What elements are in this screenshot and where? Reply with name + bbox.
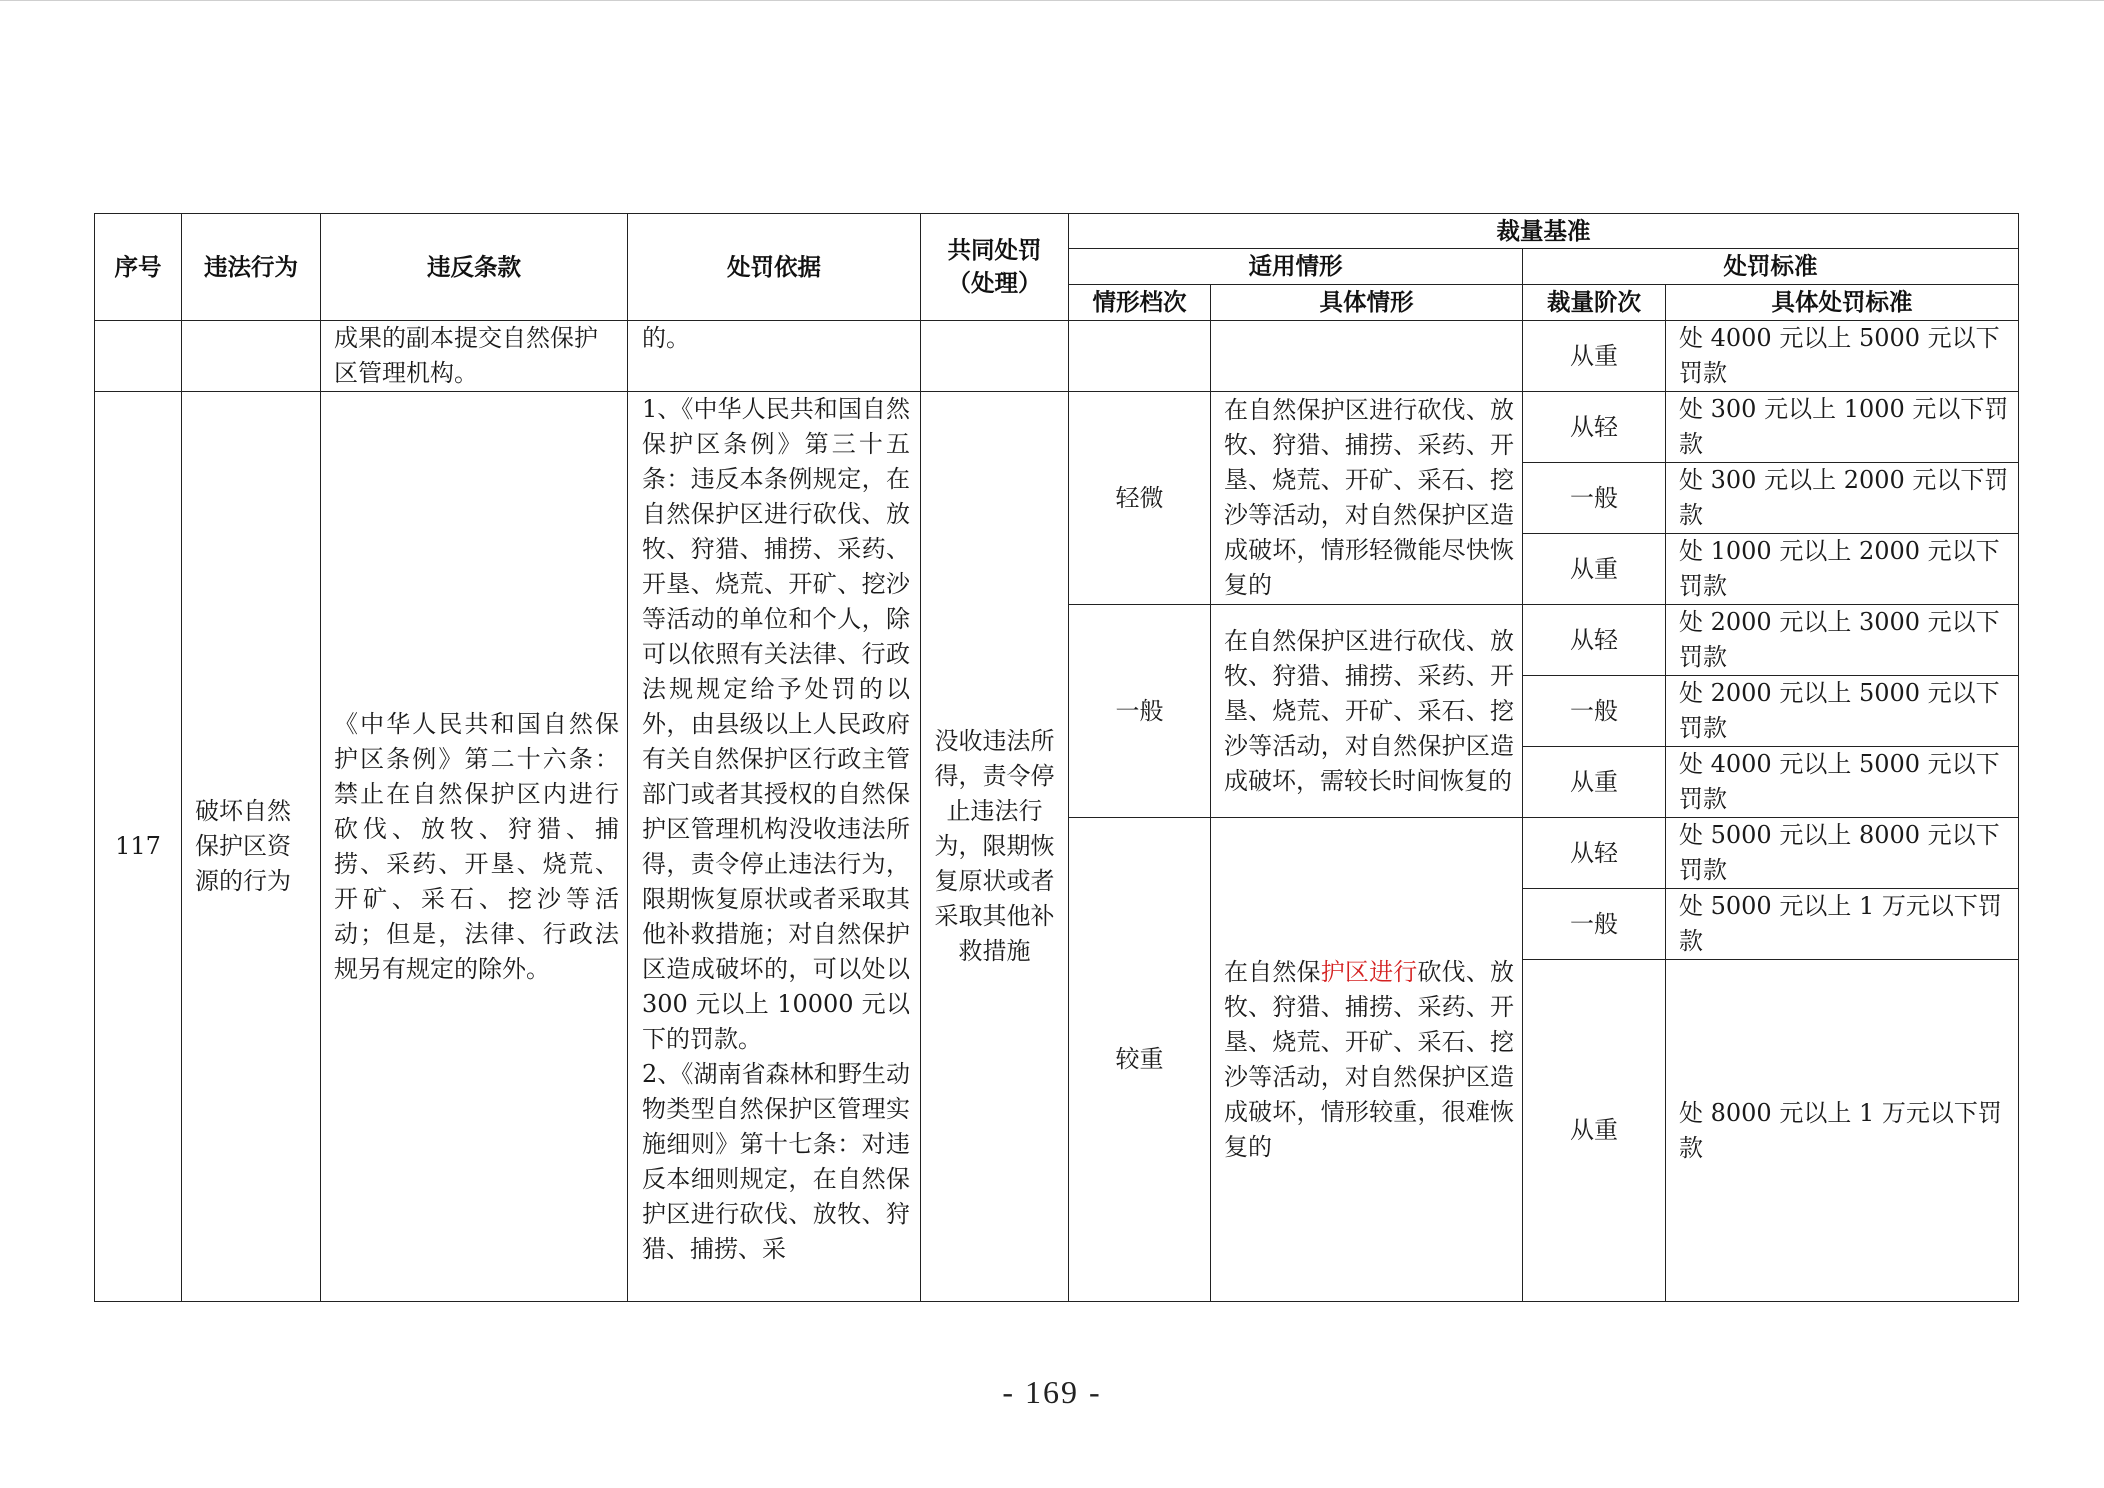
- cont-standard-cell: 处 4000 元以上 5000 元以下罚款: [1666, 321, 2019, 392]
- header-discretion-level: 裁量阶次: [1523, 285, 1666, 321]
- standard-cell: 处 4000 元以上 5000 元以下罚款: [1666, 747, 2019, 818]
- grade-cell: 一般: [1069, 605, 1211, 818]
- situation-text-b: 砍伐、放牧、狩猎、捕捞、采药、开垦、烧荒、开矿、采石、挖沙等活动，对自然保护区造成破坏，情形较重，很难恢复的: [1224, 957, 1515, 1161]
- header-common-line2: （处理）: [947, 269, 1042, 297]
- page-number: - 169 -: [1002, 1374, 1102, 1410]
- level-cell: 从重: [1523, 747, 1666, 818]
- situation-cell: 在自然保护区进行砍伐、放牧、狩猎、捕捞、采药、开垦、烧荒、开矿、采石、挖沙等活动，对自然保护区造成破坏，情形轻微能尽快恢复的: [1211, 392, 1523, 605]
- common-punishment-cell: 没收违法所得，责令停止违法行为，限期恢复原状或者采取其他补救措施: [921, 392, 1069, 1302]
- clause-cell: 《中华人民共和国自然保护区条例》第二十六条：禁止在自然保护区内进行砍伐、放牧、狩猎、捕捞、采药、开垦、烧荒、开矿、采石、挖沙等活动；但是，法律、行政法规另有规定的除外。: [321, 392, 628, 1302]
- level-cell: 从重: [1523, 960, 1666, 1302]
- standard-cell: 处 5000 元以上 8000 元以下罚款: [1666, 818, 2019, 889]
- header-benchmark: 裁量基准: [1069, 214, 2019, 249]
- header-specific-situation: 具体情形: [1211, 285, 1523, 321]
- standard-cell: 处 5000 元以上 1 万元以下罚款: [1666, 889, 2019, 960]
- header-standard: 处罚标准: [1523, 249, 2019, 285]
- cell-empty: [921, 321, 1069, 392]
- standard-cell: 处 2000 元以上 5000 元以下罚款: [1666, 676, 2019, 747]
- level-cell: 从轻: [1523, 605, 1666, 676]
- header-specific-standard: 具体处罚标准: [1666, 285, 2019, 321]
- situation-text-a: 在自然保: [1224, 957, 1321, 986]
- grade-cell: 较重: [1069, 818, 1211, 1302]
- standard-cell: 处 300 元以上 1000 元以下罚款: [1666, 392, 2019, 463]
- header-common: [921, 214, 1069, 321]
- table-row: [95, 321, 2019, 392]
- header-basis: 处罚依据: [628, 214, 921, 321]
- cell-empty: [182, 321, 321, 392]
- header-common-line1: 共同处罚: [947, 236, 1042, 264]
- cont-clause-cell: 成果的副本提交自然保护区管理机构。: [321, 321, 628, 392]
- act-cell: 破坏自然保护区资源的行为: [182, 392, 321, 1302]
- header-clause: 违反条款: [321, 214, 628, 321]
- level-cell: 从轻: [1523, 392, 1666, 463]
- cell-empty: [1069, 321, 1211, 392]
- basis-item-2: 2、《湖南省森林和野生动物类型自然保护区管理实施细则》第十七条：对违反本细则规定，在自然保护区进行砍伐、放牧、狩猎、捕捞、采: [642, 1060, 910, 1263]
- cell-empty: [95, 321, 182, 392]
- level-cell: 一般: [1523, 676, 1666, 747]
- header-act: 违法行为: [182, 214, 321, 321]
- standard-cell: 处 300 元以上 2000 元以下罚款: [1666, 463, 2019, 534]
- table-row: [95, 392, 2019, 463]
- situation-text-highlight: 护区进行: [1320, 957, 1418, 986]
- header-situation: 适用情形: [1069, 249, 1523, 285]
- basis-cell: [628, 392, 921, 1302]
- standard-cell: 处 8000 元以上 1 万元以下罚款: [1666, 960, 2019, 1302]
- level-cell: 一般: [1523, 463, 1666, 534]
- level-cell: 一般: [1523, 889, 1666, 960]
- top-border-line: [0, 0, 2104, 1]
- cell-empty: [1211, 321, 1523, 392]
- seq-cell: 117: [95, 392, 182, 1302]
- discretion-benchmark-table: [94, 213, 2019, 1302]
- situation-cell: 在自然保护区进行砍伐、放牧、狩猎、捕捞、采药、开垦、烧荒、开矿、采石、挖沙等活动，对自然保护区造成破坏，需较长时间恢复的: [1211, 605, 1523, 818]
- cont-basis-cell: 的。: [628, 321, 921, 392]
- standard-cell: 处 1000 元以上 2000 元以下罚款: [1666, 534, 2019, 605]
- header-situation-grade: 情形档次: [1069, 285, 1211, 321]
- situation-cell: [1211, 818, 1523, 1302]
- basis-item-1: 1、《中华人民共和国自然保护区条例》第三十五条：违反本条例规定，在自然保护区进行砍伐、放牧、狩猎、捕捞、采药、开垦、烧荒、开矿、挖沙等活动的单位和个人，除可以依照有关法律、行政法规规定给予处罚的以外，由县级以上人民政府有关自然保护区行政主管部门或者其授权的自然保护区管理机构没收违法所得，责令停止违法行为，限期恢复原状或者采取其他补救措施；对自然保护区造成破坏的，可以处以 300 元以上 10000 元以下的罚款。: [642, 395, 910, 1053]
- cont-level-cell: 从重: [1523, 321, 1666, 392]
- standard-cell: 处 2000 元以上 3000 元以下罚款: [1666, 605, 2019, 676]
- level-cell: 从轻: [1523, 818, 1666, 889]
- level-cell: 从重: [1523, 534, 1666, 605]
- grade-cell: 轻微: [1069, 392, 1211, 605]
- header-seq: 序号: [95, 214, 182, 321]
